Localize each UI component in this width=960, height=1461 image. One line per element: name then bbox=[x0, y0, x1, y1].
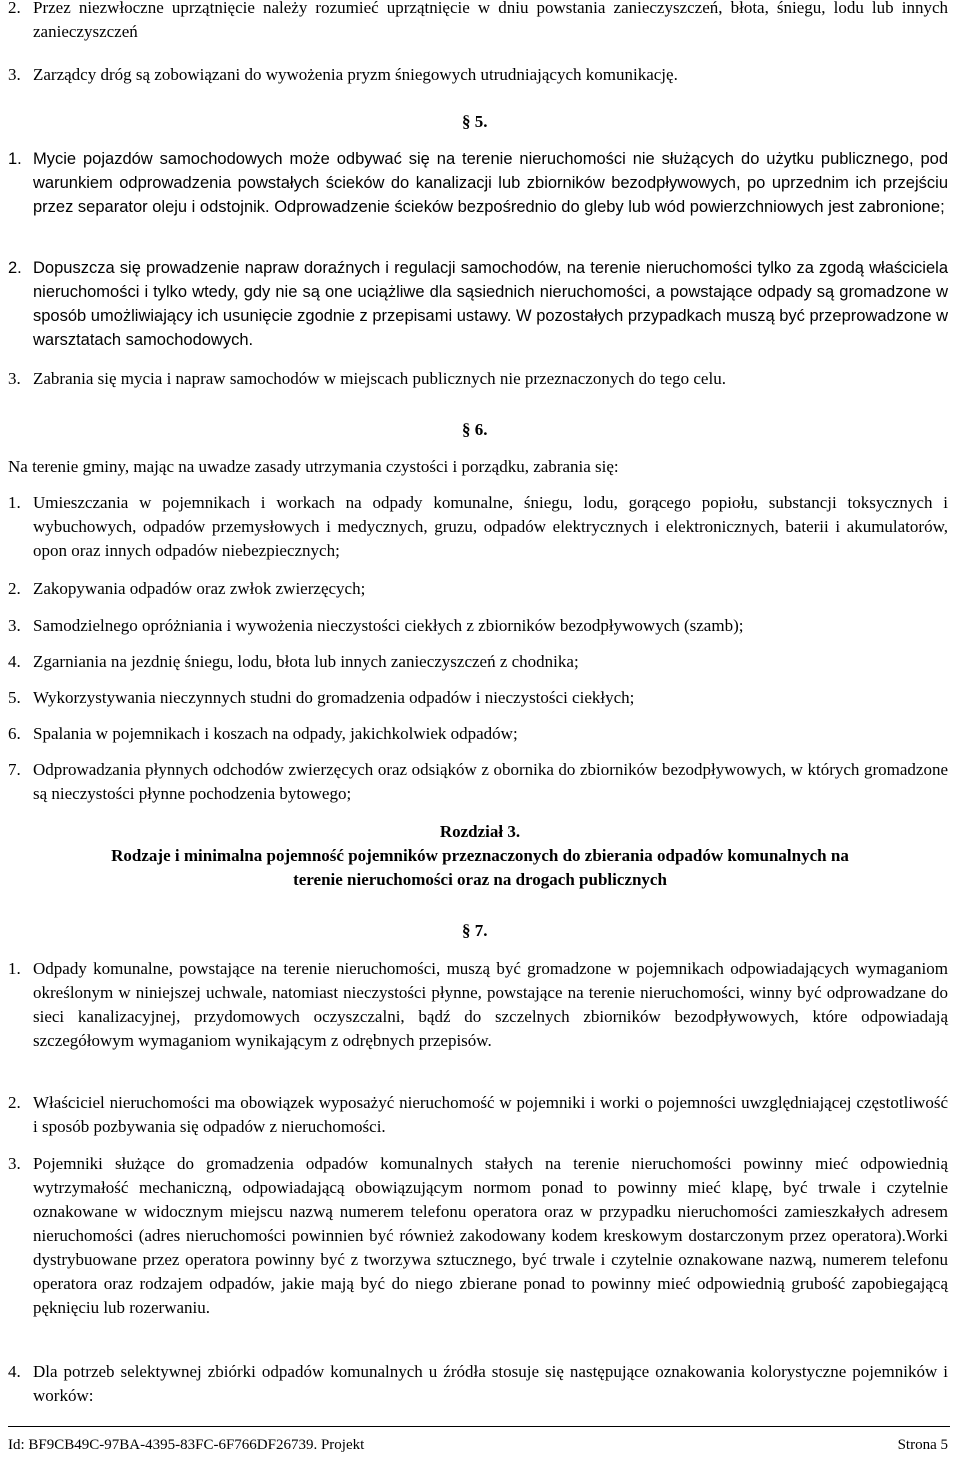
item-number: 4. bbox=[8, 652, 21, 671]
list-item bbox=[8, 0, 948, 44]
item-number: 3. bbox=[8, 65, 21, 84]
chapter-subtitle-line2: terenie nieruchomości oraz na drogach publicznych bbox=[293, 870, 667, 889]
item-text: Mycie pojazdów samochodowych może odbywać się na terenie nieruchomości nie służących do użytku publicznego, pod warunkiem odprowadzenia powstałych ścieków do kanalizacji lub zbiorników bezodpływowych, po uprzednim ich przejściu przez separator oleju i odstojnik. Odprowadzenie ścieków bezpośrednio do gleby lub wód powierzchniowych jest zabronione; bbox=[33, 150, 948, 216]
item-text: Zarządcy dróg są zobowiązani do wywożenia pryzm śniegowych utrudniających komunikację. bbox=[33, 65, 678, 84]
item-number: 3. bbox=[8, 616, 21, 635]
list-item bbox=[8, 577, 948, 601]
list-item bbox=[8, 1152, 948, 1320]
item-text: Spalania w pojemnikach i koszach na odpady, jakichkolwiek odpadów; bbox=[33, 724, 518, 743]
list-item bbox=[8, 1091, 948, 1139]
section-heading: § 5. bbox=[462, 112, 488, 131]
item-text: Umieszczania w pojemnikach i workach na odpady komunalne, śniegu, lodu, gorącego popiołu, substancji toksycznych i wybuchowych, odpadów przemysłowych i medycznych, gruzu, odpadów elektrycznych i elektronicznych, baterii i akumulatorów, opon oraz innych odpadów niebezpiecznych; bbox=[33, 493, 948, 560]
section-intro bbox=[8, 455, 948, 479]
item-number: 4. bbox=[8, 1362, 21, 1381]
item-number: 2. bbox=[8, 579, 21, 598]
footer-divider bbox=[8, 1426, 950, 1427]
item-text: Dopuszcza się prowadzenie napraw doraźnych i regulacji samochodów, na terenie nieruchomości tylko za zgodą właściciela nieruchomości i tylko wtedy, gdy nie są one uciążliwe dla sąsiednich nieruchomości, a powstające odpady są gromadzone w sposób umożliwiający ich usunięcie zgodnie z przepisami ustawy. W pozostałych przypadkach muszą być przeprowadzone w warsztatach samochodowych. bbox=[33, 259, 948, 349]
footer-document-id: Id: BF9CB49C-97BA-4395-83FC-6F766DF26739. Projekt bbox=[8, 1437, 365, 1453]
list-item bbox=[8, 650, 948, 674]
item-number: 1. bbox=[8, 150, 22, 168]
item-text: Zakopywania odpadów oraz zwłok zwierzęcych; bbox=[33, 579, 366, 598]
item-number: 3. bbox=[8, 1154, 21, 1173]
item-number: 7. bbox=[8, 760, 21, 779]
list-item bbox=[8, 491, 948, 563]
list-item bbox=[8, 367, 948, 391]
item-number: 5. bbox=[8, 688, 21, 707]
list-item bbox=[8, 722, 948, 746]
list-item bbox=[8, 758, 948, 806]
list-item bbox=[8, 1360, 948, 1408]
list-item bbox=[8, 614, 948, 638]
list-item bbox=[8, 147, 948, 219]
footer-page-number: Strona 5 bbox=[897, 1437, 948, 1453]
list-item bbox=[8, 256, 948, 352]
intro-text: Na terenie gminy, mając na uwadze zasady utrzymania czystości i porządku, zabrania się: bbox=[8, 457, 619, 476]
item-text: Wykorzystywania nieczynnych studni do gromadzenia odpadów i nieczystości ciekłych; bbox=[33, 688, 635, 707]
item-text: Samodzielnego opróżniania i wywożenia nieczystości ciekłych z zbiorników bezodpływowych (szamb); bbox=[33, 616, 744, 635]
item-text: Odprowadzania płynnych odchodów zwierzęcych oraz odsiąków z obornika do zbiorników bezodpływowych, w których gromadzone są nieczystości płynne pochodzenia bytowego; bbox=[33, 760, 948, 803]
chapter-subtitle-line1: Rodzaje i minimalna pojemność pojemników przeznaczonych do zbierania odpadów komunalnych na bbox=[111, 846, 849, 865]
chapter-title: Rozdział 3. bbox=[439, 822, 521, 841]
list-item bbox=[8, 686, 948, 710]
item-number: 6. bbox=[8, 724, 21, 743]
item-number: 2. bbox=[8, 0, 21, 17]
item-number: 1. bbox=[8, 493, 21, 512]
item-text: Pojemniki służące do gromadzenia odpadów komunalnych stałych na terenie nieruchomości powinny mieć odpowiednią wytrzymałość mechaniczną, odpowiadającą obowiązującym normom ponad to powinny mieć klapę, być trwale i czytelnie oznakowane w widocznym miejscu nazwą numerem telefonu operatora oraz w przypadku nieruchomości zamieszkałych adresem nieruchomości (adres nieruchomości powinnien być również zakodowany kodem kreskowym dostarczonym przez operatora).Worki dystrybuowane przez operatora powinny być z tworzywa sztucznego, być trwale i czytelnie oznakowane nazwą, numerem telefonu operatora oraz rodzajem odpadów, jakie mają być do niego zbierane ponad to powinny mieć odpowiednią grubość zapobiegającą pęknięciu lub rozerwaniu. bbox=[33, 1154, 948, 1317]
section-heading: § 6. bbox=[462, 420, 488, 439]
item-text: Zgarniania na jezdnię śniegu, lodu, błota lub innych zanieczyszczeń z chodnika; bbox=[33, 652, 579, 671]
item-text: Właściciel nieruchomości ma obowiązek wyposażyć nieruchomość w pojemniki i worki o pojemności uwzględniającej częstotliwość i sposób pozbywania się odpadów z nieruchomości. bbox=[33, 1093, 948, 1136]
item-number: 1. bbox=[8, 959, 21, 978]
section-heading: § 7. bbox=[462, 921, 488, 940]
list-item bbox=[8, 63, 948, 87]
item-number: 2. bbox=[8, 1093, 21, 1112]
item-text: Przez niezwłoczne uprzątnięcie należy rozumieć uprzątnięcie w dniu powstania zanieczyszczeń, błota, śniegu, lodu lub innych zanieczyszczeń bbox=[33, 0, 948, 41]
item-text: Dla potrzeb selektywnej zbiórki odpadów komunalnych u źródła stosuje się następujące oznakowania kolorystyczne pojemników i worków: bbox=[33, 1362, 948, 1405]
item-text: Zabrania się mycia i napraw samochodów w miejscach publicznych nie przeznaczonych do tego celu. bbox=[33, 369, 726, 388]
item-number: 2. bbox=[8, 259, 22, 277]
item-number: 3. bbox=[8, 369, 21, 388]
list-item bbox=[8, 957, 948, 1053]
item-text: Odpady komunalne, powstające na terenie nieruchomości, muszą być gromadzone w pojemnikach odpowiadających wymaganiom określonym w niniejszej uchwale, natomiast nieczystości płynne, powstające na terenie nieruchomości, winny być odprowadzane do sieci kanalizacyjnej, przydomowych oczyszczalni, bądź do szczelnych zbiorników bezodpływowych, które odpowiadają szczegółowym wymaganiom wynikającym z odrębnych przepisów. bbox=[33, 959, 948, 1050]
